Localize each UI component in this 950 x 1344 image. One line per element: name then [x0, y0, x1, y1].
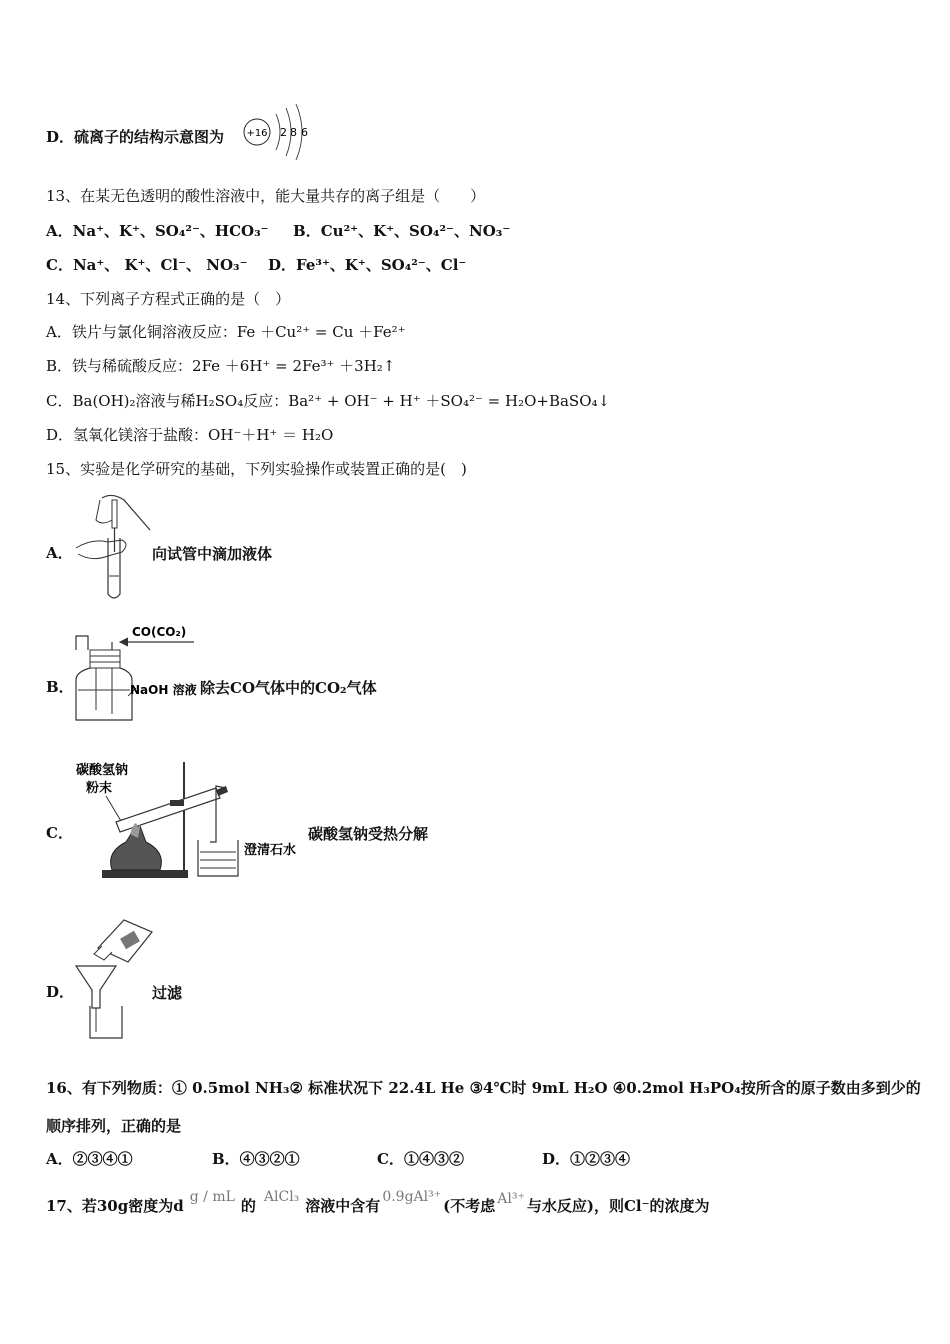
q15-option-a-text: 向试管中滴加液体	[152, 545, 273, 563]
hand-fingers	[96, 500, 112, 523]
bottle-body	[76, 668, 132, 720]
q14-stem: 14、下列离子方程式正确的是（ ）	[46, 290, 291, 308]
sulfur-ion-diagram	[240, 102, 315, 162]
q15-option-c-text: 碳酸氢钠受热分解	[308, 825, 429, 843]
q16-option-b: B．④③②①	[212, 1150, 300, 1168]
option-c-label: C．	[46, 256, 73, 274]
q15-option-d-label: D．	[46, 983, 75, 1001]
q12-option-d	[46, 127, 224, 147]
test-tube-tilted	[116, 788, 220, 832]
q17-unit: g / mL	[189, 1189, 235, 1205]
q16-stem-line1: 16、有下列物质：① 0.5mol NH₃② 标准状况下 22.4L He ③4℃时 9mL H₂O ④0.2mol H₃PO₄按所含的原子数由多到少的	[46, 1079, 921, 1097]
funnel	[76, 966, 116, 1008]
q15-option-b-text: 除去CO气体中的CO₂气体	[200, 679, 377, 697]
option-b-text: Cu²⁺、K⁺、SO₄²⁻、NO₃⁻	[320, 222, 511, 240]
q14-option-d: D．氢氧化镁溶于盐酸：OH⁻＋H⁺ ＝ H₂O	[46, 426, 334, 444]
powder-label: 碳酸氢钠	[76, 763, 129, 778]
outlet-tube	[76, 636, 88, 650]
q13-options-ab	[46, 221, 510, 241]
q17-part3: 溶液中含有	[305, 1197, 381, 1215]
q15-stem: 15、实验是化学研究的基础，下列实验操作或装置正确的是( )	[46, 460, 467, 478]
heating-apparatus-figure	[76, 756, 308, 882]
filtration-figure	[72, 912, 156, 1042]
shell-2-count: 8	[290, 126, 297, 139]
holding-hand	[76, 540, 126, 559]
clamp	[170, 800, 184, 806]
q17-mass: 0.9gAl³⁺	[382, 1189, 442, 1205]
limewater-label: 澄清石水	[244, 843, 297, 858]
shell-3-count: 6	[301, 126, 308, 139]
q14-option-b: B．铁与稀硫酸反应：2Fe ＋6H⁺ = 2Fe³⁺ ＋3H₂↑	[46, 357, 396, 375]
q16-option-c: C．①④③②	[377, 1150, 464, 1168]
q13-stem: 13、在某无色透明的酸性溶液中，能大量共存的离子组是（ ）	[46, 187, 486, 205]
q17-part4: (不考虑	[443, 1197, 496, 1215]
dropper-bulb	[112, 500, 117, 528]
q17-stem	[46, 1189, 710, 1217]
powder-label-2: 粉末	[86, 781, 113, 796]
q16-stem-line2: 顺序排列，正确的是	[46, 1117, 182, 1135]
q15-option-d-text: 过滤	[152, 984, 183, 1002]
q15-option-a-label: A．	[46, 544, 73, 562]
arrow-head	[120, 638, 128, 646]
q17-part5: 与水反应)，则Cl⁻的浓度为	[526, 1197, 710, 1215]
option-d-label: D．	[268, 256, 297, 274]
q17-part1: 17、若30g密度为d	[46, 1197, 184, 1215]
dropper-test-tube-figure	[72, 490, 152, 602]
stopper	[90, 650, 120, 668]
shell-1-count: 2	[280, 126, 287, 139]
option-c-text: Na⁺、 K⁺、Cl⁻、 NO₃⁻	[72, 256, 248, 274]
gas-washing-bottle-figure	[72, 620, 202, 724]
beaker	[198, 840, 238, 876]
beaker-d	[90, 1006, 122, 1038]
q14-option-c: C．Ba(OH)₂溶液与稀H₂SO₄反应：Ba²⁺ + OH⁻ + H⁺ ＋SO₄²⁻ = H₂O+BaSO₄↓	[46, 392, 611, 410]
q13-options-cd	[46, 255, 466, 275]
gas-label: CO(CO₂)	[132, 625, 187, 639]
q16-option-d: D．①②③④	[542, 1150, 631, 1168]
hand-outline-top	[102, 495, 150, 530]
option-a-label: A．	[46, 222, 73, 240]
option-d-text: Fe³⁺、K⁺、SO₄²⁻、Cl⁻	[296, 256, 467, 274]
option-text: 硫离子的结构示意图为	[74, 128, 225, 146]
q16-option-a: A．②③④①	[46, 1150, 133, 1168]
q15-option-b-label: B．	[46, 678, 74, 696]
q14-option-a: A．铁片与氯化铜溶液反应：Fe ＋Cu²⁺ = Cu ＋Fe²⁺	[46, 323, 406, 341]
nucleus-charge: +16	[246, 128, 268, 139]
stand-base	[102, 870, 188, 878]
q17-part2: 的	[240, 1197, 256, 1215]
q15-option-c-label: C．	[46, 824, 73, 842]
option-b-label: B．	[293, 222, 321, 240]
solution-label: NaOH 溶液	[130, 683, 197, 697]
option-label: D．	[46, 128, 75, 146]
option-a-text: Na⁺、K⁺、SO₄²⁻、HCO₃⁻	[72, 222, 269, 240]
q17-salt: AlCl₃	[263, 1189, 300, 1205]
q17-ion: Al³⁺	[497, 1191, 525, 1207]
